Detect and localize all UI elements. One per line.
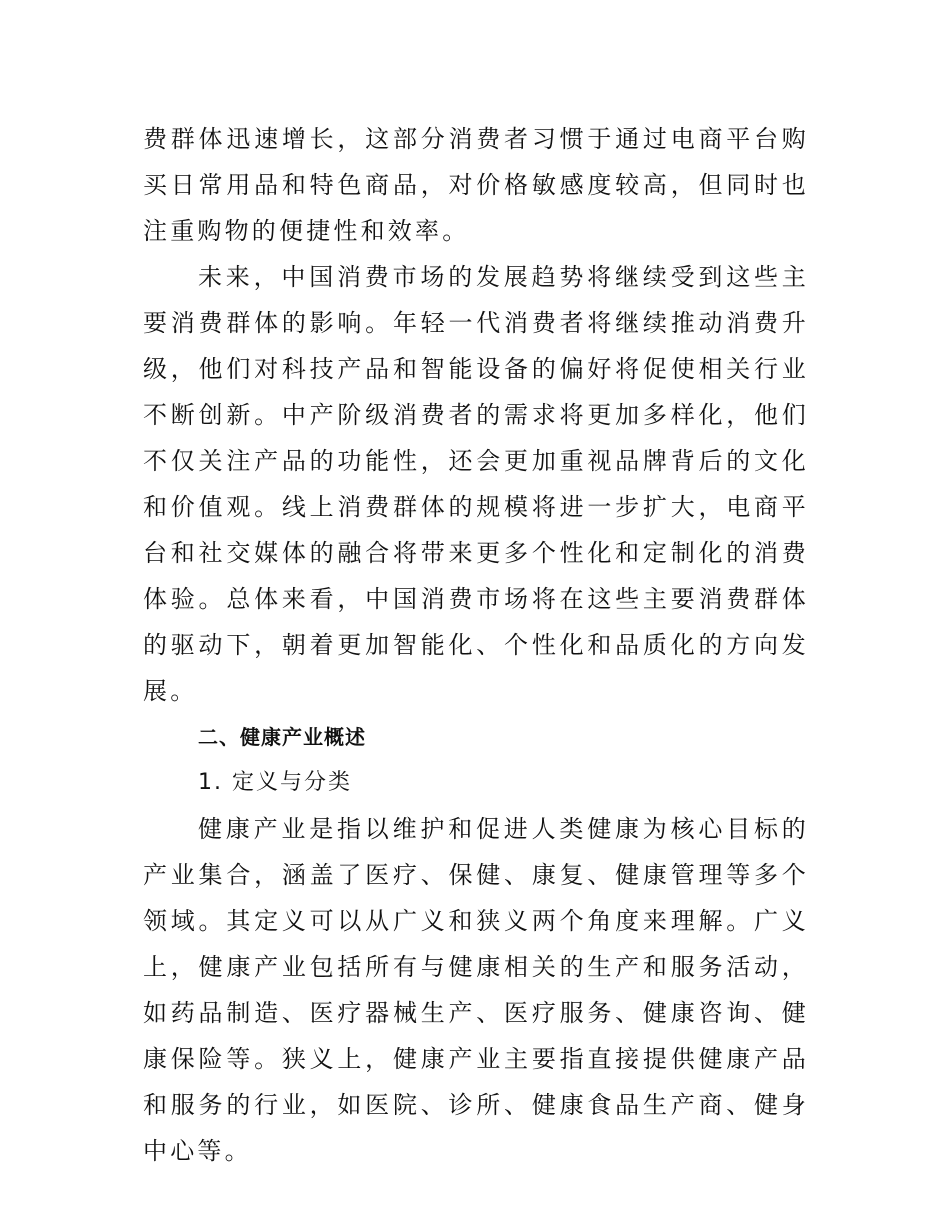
section-heading: 二、健康产业概述 xyxy=(198,725,366,749)
paragraph-continuation: 费群体迅速增长，这部分消费者习惯于通过电商平台购买日常用品和特色商品，对价格敏感度较高，但同时也注重购物的便捷性和效率。 xyxy=(143,125,809,245)
subsection-heading: 1. 定义与分类 xyxy=(198,770,352,795)
document-body xyxy=(143,116,809,1174)
paragraph-definition: 健康产业是指以维护和促进人类健康为核心目标的产业集合，涵盖了医疗、保健、康复、健康管理等多个领域。其定义可以从广义和狭义两个角度来理解。广义上，健康产业包括所有与健康相关的生产和服务活动，如药品制造、医疗器械生产、医疗服务、健康咨询、健康保险等。狭义上，健康产业主要指直接提供健康产品和服务的行业，如医院、诊所、健康食品生产商、健身中心等。 xyxy=(143,815,809,1165)
paragraph-future-trends: 未来，中国消费市场的发展趋势将继续受到这些主要消费群体的影响。年轻一代消费者将继续推动消费升级，他们对科技产品和智能设备的偏好将促使相关行业不断创新。中产阶级消费者的需求将更加多样化，他们不仅关注产品的功能性，还会更加重视品牌背后的文化和价值观。线上消费群体的规模将进一步扩大，电商平台和社交媒体的融合将带来更多个性化和定制化的消费体验。总体来看，中国消费市场将在这些主要消费群体的驱动下，朝着更加智能化、个性化和品质化的方向发展。 xyxy=(143,263,809,705)
